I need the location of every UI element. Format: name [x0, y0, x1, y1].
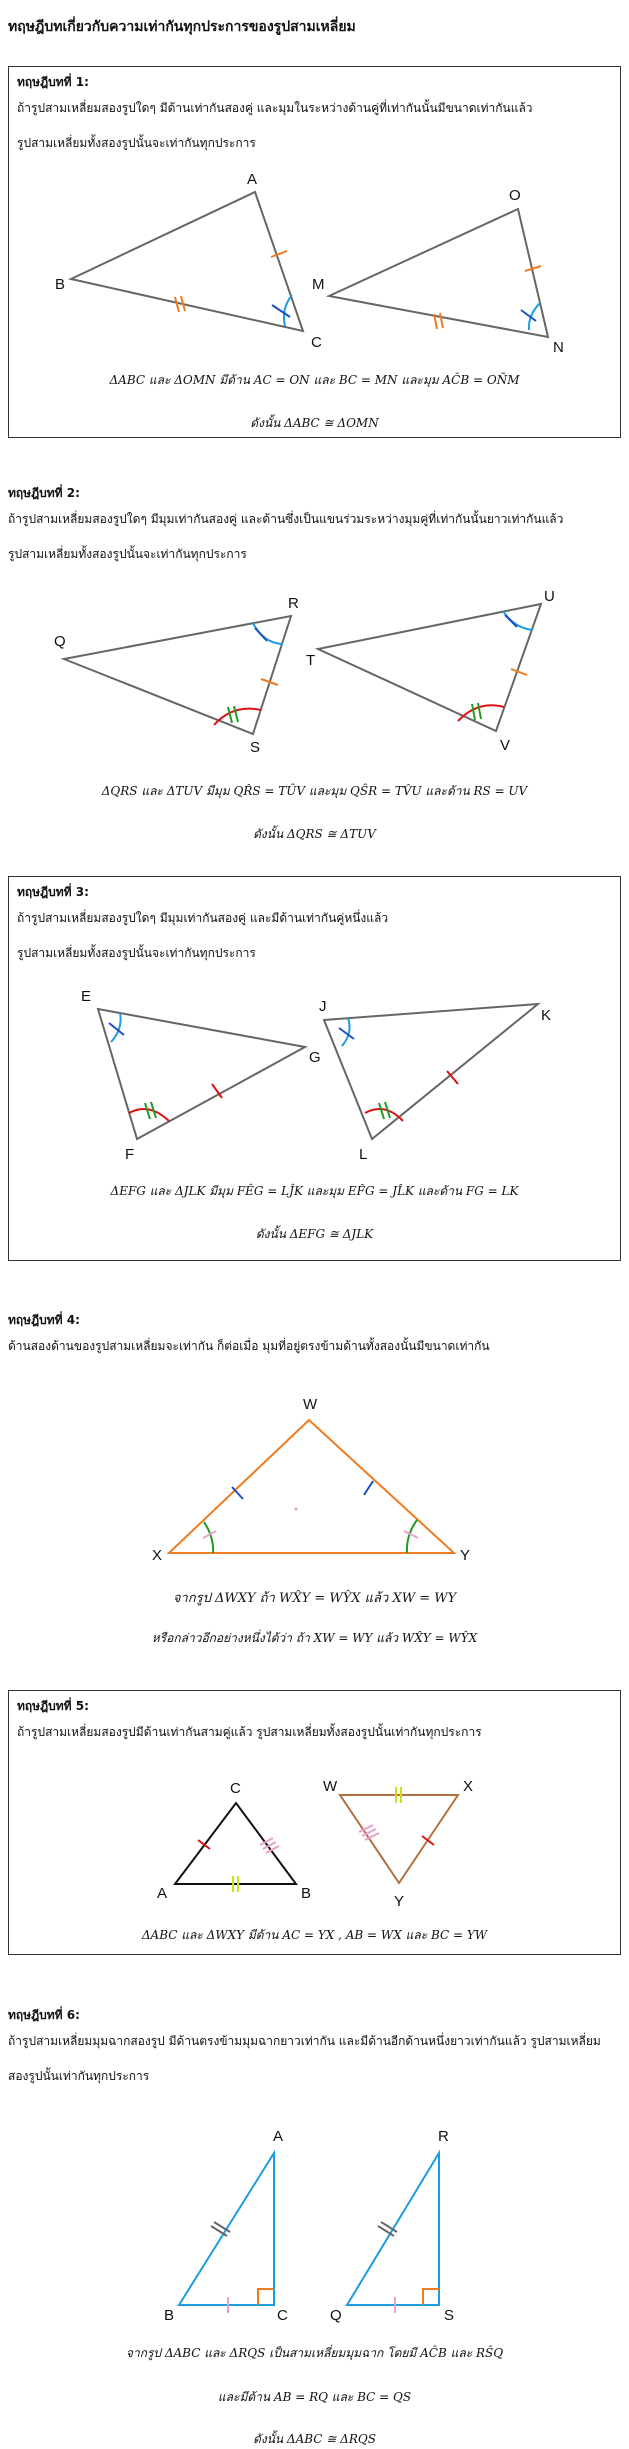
tick-wy	[364, 1481, 373, 1495]
theorem-3-line-1: ถ้ารูปสามเหลี่ยมสองรูปใดๆ มีมุมเท่ากันสองคู่ และมีด้านเท่ากันคู่หนึ่งแล้ว	[17, 911, 389, 925]
theorem-3-box	[8, 876, 621, 1261]
angle-u-tick	[505, 615, 517, 627]
label-b: B	[164, 2307, 175, 2324]
theorem-2-caption-1: ΔQRS และ ΔTUV มีมุม QR̂S = TÛV และมุม QŜR = TV̂U และด้าน RS = UV	[101, 784, 528, 798]
triangle-jlk	[324, 1004, 538, 1139]
theorem-3-figure	[9, 877, 622, 1262]
theorem-6-caption-1: จากรูป ΔABC และ ΔRQS เป็นสามเหลี่ยมมุมฉาก โดยมี AĈB และ RŜQ	[125, 2346, 504, 2360]
theorem-6-line-2: สองรูปนั้นเท่ากันทุกประการ	[8, 2069, 150, 2083]
theorem-1-caption-2: ดังนั้น ΔABC ≅ ΔOMN	[250, 416, 379, 430]
theorem-5-heading: ทฤษฎีบทที่ 5:	[17, 1699, 89, 1713]
right-angle-c	[258, 2289, 274, 2305]
angle-r-tick	[255, 628, 267, 641]
label-w: W	[303, 1396, 318, 1413]
triangle-efg	[98, 1009, 305, 1139]
triangle-tuv	[318, 604, 541, 731]
theorem-1-line-2: รูปสามเหลี่ยมทั้งสองรูปนั้นจะเท่ากันทุกประการ	[17, 136, 256, 150]
label-r: R	[438, 2128, 449, 2145]
tick-uv	[511, 669, 527, 675]
right-angle-s	[423, 2289, 439, 2305]
theorem-5-caption-1: ΔABC และ ΔWXY มีด้าน AC = YX , AB = WX และ BC = YW	[141, 1928, 488, 1942]
triangle-abc	[175, 1803, 296, 1884]
label-x: X	[152, 1547, 163, 1564]
theorem-2-figure	[8, 478, 621, 858]
angle-c-arc	[284, 295, 292, 326]
triangle-abc	[71, 192, 303, 331]
theorem-2-section	[8, 478, 621, 858]
angle-v-tick-1	[472, 704, 475, 720]
label-k: K	[541, 1007, 552, 1024]
label-s: S	[250, 739, 261, 756]
label-w: W	[323, 1778, 338, 1795]
tick-ac	[271, 251, 287, 257]
triangle-omn	[329, 209, 548, 337]
label-t: T	[306, 652, 316, 669]
label-a: A	[247, 171, 258, 188]
angle-l-tick-1	[379, 1103, 384, 1119]
angle-s-tick-2	[234, 706, 238, 722]
theorem-3-line-2: รูปสามเหลี่ยมทั้งสองรูปนั้นจะเท่ากันทุกประการ	[17, 946, 256, 960]
label-o: O	[509, 187, 521, 204]
theorem-4-section	[8, 1305, 621, 1665]
theorem-6-section	[8, 2000, 621, 2446]
triangle-wxy	[340, 1795, 458, 1883]
theorem-6-caption-2: และมีด้าน AB = RQ และ BC = QS	[217, 2390, 412, 2404]
theorem-5-line-1: ถ้ารูปสามเหลี่ยมสองรูปมีด้านเท่ากันสามคู่แล้ว รูปสามเหลี่ยมทั้งสองรูปนั้นเท่ากันทุกประการ	[17, 1725, 482, 1739]
label-m: M	[312, 276, 325, 293]
label-y: Y	[460, 1547, 471, 1564]
theorem-5-box	[8, 1690, 621, 1955]
label-n: N	[553, 339, 564, 356]
page-title: ทฤษฎีบทเกี่ยวกับความเท่ากันทุกประการของรูปสามเหลี่ยม	[8, 19, 356, 35]
theorem-1-line-1: ถ้ารูปสามเหลี่ยมสองรูปใดๆ มีด้านเท่ากันสองคู่ และมุมในระหว่างด้านคู่ที่เท่ากันนั้นมีขนาดเท่ากันแล้ว	[17, 101, 533, 115]
theorem-4-caption-1: จากรูป ΔWXY ถ้า WX̂Y = WŶX แล้ว XW = WY	[172, 1591, 457, 1606]
theorem-3-caption-1: ΔEFG และ ΔJLK มีมุม FÊG = LĴK และมุม EF̂G = JL̂K และด้าน FG = LK	[110, 1184, 519, 1198]
label-b: B	[301, 1885, 312, 1902]
theorem-6-figure	[8, 2000, 621, 2446]
label-j: J	[319, 998, 327, 1015]
theorem-4-figure	[8, 1305, 621, 1665]
angle-s-tick-1	[228, 707, 232, 723]
angle-f-tick-1	[145, 1103, 150, 1119]
label-b: B	[55, 276, 66, 293]
theorem-3-heading: ทฤษฎีบทที่ 3:	[17, 885, 89, 899]
theorem-4-caption-2: หรือกล่าวอีกอย่างหนึ่งได้ว่า ถ้า XW = WY แล้ว WX̂Y = WŶX	[151, 1631, 478, 1645]
angle-u-arc	[503, 611, 533, 630]
theorem-6-heading: ทฤษฎีบทที่ 6:	[8, 2008, 80, 2022]
label-c: C	[230, 1780, 241, 1797]
theorem-1-heading: ทฤษฎีบทที่ 1:	[17, 75, 89, 89]
label-x: X	[463, 1778, 474, 1795]
label-r: R	[288, 595, 299, 612]
label-c: C	[311, 334, 322, 351]
theorem-2-heading: ทฤษฎีบทที่ 2:	[8, 486, 80, 500]
center-dot	[295, 1508, 298, 1511]
label-q: Q	[330, 2307, 342, 2324]
angle-c-tick	[272, 305, 290, 317]
theorem-6-caption-3: ดังนั้น ΔABC ≅ ΔRQS	[253, 2432, 376, 2446]
angle-r-arc	[253, 623, 283, 644]
theorem-6-line-1: ถ้ารูปสามเหลี่ยมมุมฉากสองรูป มีด้านตรงข้ามมุมฉากยาวเท่ากัน และมีด้านอีกด้านหนึ่งยาวเท่ากันแล้ว รูปสามเหลี่ยม	[8, 2034, 601, 2048]
label-v: V	[500, 737, 511, 754]
theorem-2-line-2: รูปสามเหลี่ยมทั้งสองรูปนั้นจะเท่ากันทุกประการ	[8, 547, 247, 561]
theorem-5-figure	[9, 1691, 622, 1956]
label-g: G	[309, 1049, 321, 1066]
theorem-1-caption-1: ΔABC และ ΔOMN มีด้าน AC = ON และ BC = MN และมุม AĈB = OÑM	[109, 373, 520, 387]
label-f: F	[125, 1146, 135, 1163]
theorem-4-line-1: ด้านสองด้านของรูปสามเหลี่ยมจะเท่ากัน ก็ต่อเมื่อ มุมที่อยู่ตรงข้ามด้านทั้งสองนั้นมีขนาดเท่ากัน	[8, 1339, 490, 1353]
tick-bc-1	[175, 297, 179, 312]
label-q: Q	[54, 633, 66, 650]
angle-v-tick-2	[478, 703, 481, 719]
label-a: A	[273, 2128, 284, 2145]
theorem-2-line-1: ถ้ารูปสามเหลี่ยมสองรูปใดๆ มีมุมเท่ากันสองคู่ และด้านซึ่งเป็นแขนร่วมระหว่างมุมคู่ที่เท่ากันนั้นยาวเท่ากันแล้ว	[8, 512, 564, 526]
theorem-2-caption-2: ดังนั้น ΔQRS ≅ ΔTUV	[253, 827, 376, 841]
triangle-qrs	[64, 616, 291, 734]
label-e: E	[81, 988, 92, 1005]
theorem-4-heading: ทฤษฎีบทที่ 4:	[8, 1313, 80, 1327]
label-a: A	[157, 1885, 168, 1902]
label-u: U	[544, 588, 555, 605]
tick-mn-2	[440, 313, 443, 328]
label-l: L	[359, 1146, 368, 1163]
label-s: S	[444, 2307, 455, 2324]
label-y: Y	[394, 1893, 405, 1910]
tick-xy	[422, 1836, 434, 1845]
theorem-3-caption-2: ดังนั้น ΔEFG ≅ ΔJLK	[255, 1227, 374, 1241]
theorem-1-box	[8, 66, 621, 438]
label-c: C	[277, 2307, 288, 2324]
